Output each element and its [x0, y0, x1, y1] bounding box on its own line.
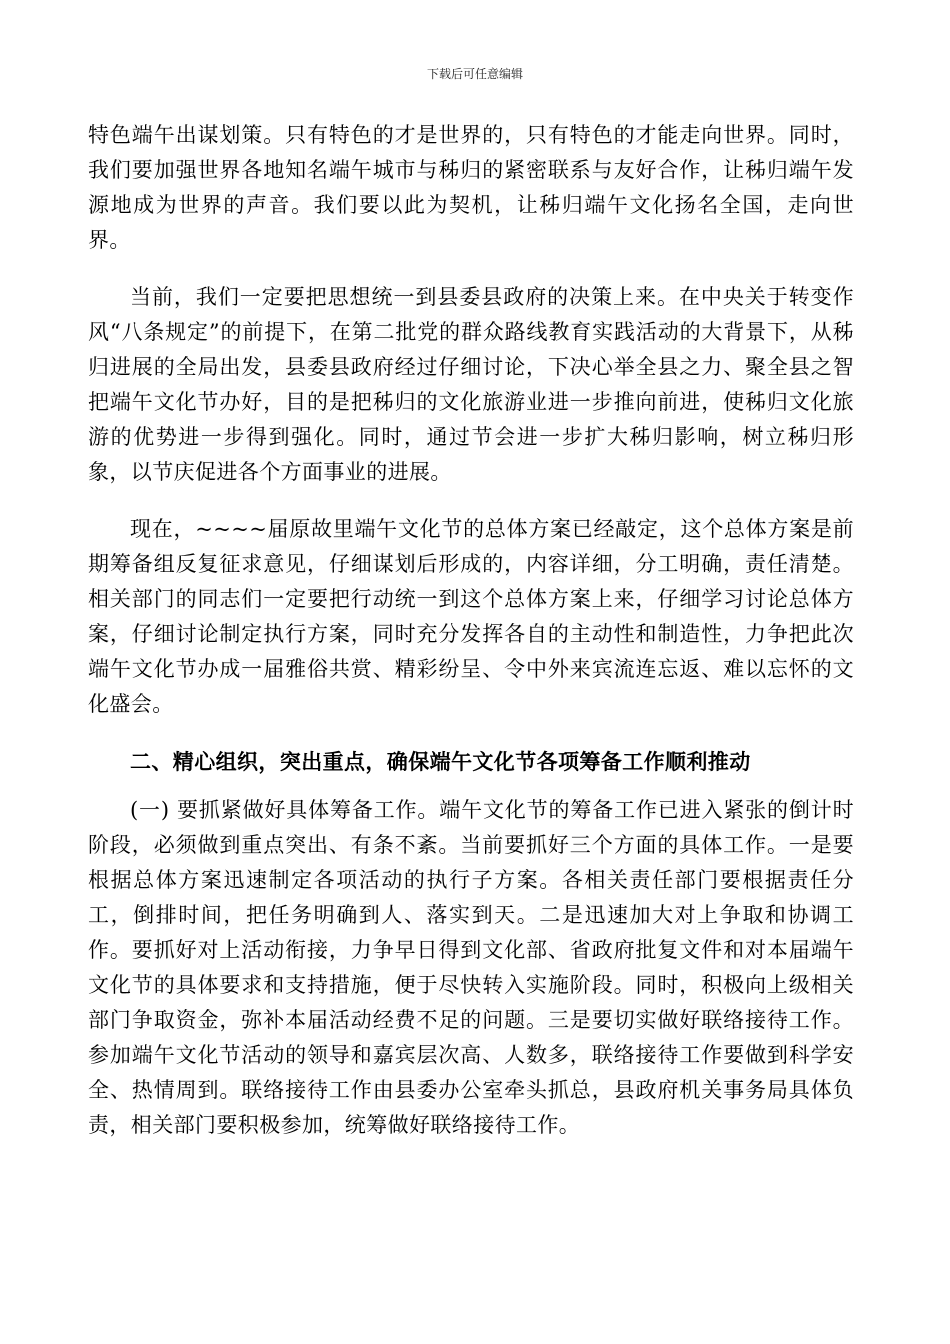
document-body	[88, 118, 854, 1143]
section-heading: 二、精心组织，突出重点，确保端午文化节各项筹备工作顺利推动	[130, 749, 751, 774]
page-header-note: 下载后可任意编辑	[426, 67, 523, 81]
paragraph-preparation-work: (一) 要抓紧做好具体筹备工作。端午文化节的筹备工作已进入紧张的倒计时阶段，必须做到重点突出、有条不紊。当前要抓好三个方面的具体工作。一是要根据总体方案迅速制定各项活动的执行子方案。各相关责任部门要根据责任分工，倒排时间，把任务明确到人、落实到天。二是迅速加大对上争取和协调工作。要抓好对上活动衔接，力争早日得到文化部、省政府批复文件和对本届端午文化节的具体要求和支持措施，便于尽快转入实施阶段。同时，积极向上级相关部门争取资金，弥补本届活动经费不足的问题。三是要切实做好联络接待工作。参加端午文化节活动的领导和嘉宾层次高、人数多，联络接待工作要做到科学安全、热情周到。联络接待工作由县委办公室牵头抓总，县政府机关事务局具体负责，相关部门要积极参加，统筹做好联络接待工作。	[88, 798, 854, 1137]
paragraph-overall-plan: 现在，~~~~届原故里端午文化节的总体方案已经敲定，这个总体方案是前期筹备组反复征求意见，仔细谋划后形成的，内容详细，分工明确，责任清楚。相关部门的同志们一定要把行动统一到这个总体方案上来，仔细学习讨论总体方案，仔细讨论制定执行方案，同时充分发挥各自的主动性和制造性，力争把此次端午文化节办成一届雅俗共赏、精彩纷呈、令中外来宾流连忘返、难以忘怀的文化盛会。	[88, 517, 854, 716]
paragraph-continuation: 特色端午出谋划策。只有特色的才是世界的，只有特色的才能走向世界。同时，我们要加强世界各地知名端午城市与秭归的紧密联系与友好合作，让秭归端午发源地成为世界的声音。我们要以此为契机，让秭归端午文化扬名全国，走向世界。	[88, 123, 854, 252]
paragraph-current-tasks: 当前，我们一定要把思想统一到县委县政府的决策上来。在中央关于转变作风“八条规定”的前提下，在第二批党的群众路线教育实践活动的大背景下，从秭归进展的全局出发，县委县政府经过仔细讨论，下决心举全县之力、聚全县之智把端午文化节办好，目的是把秭归的文化旅游业进一步推向前进，使秭归文化旅游的优势进一步得到强化。同时，通过节会进一步扩大秭归影响，树立秭归形象，以节庆促进各个方面事业的进展。	[88, 285, 854, 484]
